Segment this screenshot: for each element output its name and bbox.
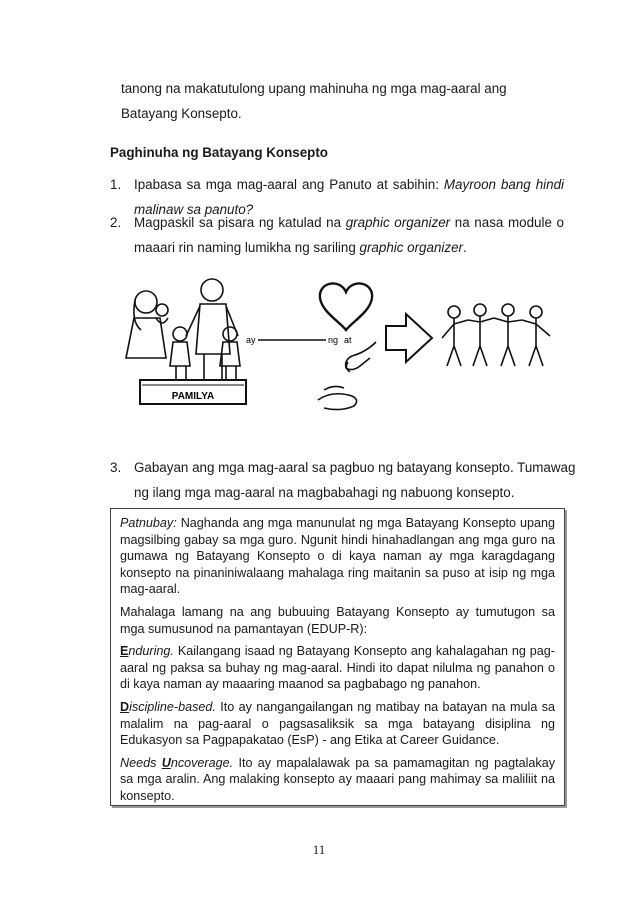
item-3-line-2: ng ilang mga mag-aaral na magbabahagi ng nabuong konsepto. [134, 485, 515, 500]
item-number-3: 3. [110, 460, 122, 475]
heart-icon [320, 283, 372, 330]
item-2-line-2: maaari rin naming lumikha ng sariling graphic organizer. [134, 240, 467, 255]
item-number-1: 1. [110, 177, 122, 192]
criterion-uncoverage: Needs Uncoverage. Ito ay mapalalawak pa sa pamamagitan ng pagtalakay sa mga aralin. Ang malaking konsepto ay maaari pang mahimay sa maliliit na konsepto. [120, 755, 555, 803]
section-heading: Paghinuha ng Batayang Konsepto [110, 145, 328, 160]
people-chain-icon [442, 304, 550, 366]
criterion-enduring: Enduring. Kailangang isaad ng Batayang Konsepto ang kahalagahan ng pag-aaral ng paksa sa buhay ng mag-aaral. Hindi ito dapat nilulma ng panahon o di kaya naman ay maaaring maanod sa pagbabago ng panahon. [120, 644, 555, 692]
pamilya-sign [140, 380, 246, 404]
patnubay-box [110, 508, 565, 806]
page-number: 11 [312, 842, 326, 857]
item-number-2: 2. [110, 215, 122, 230]
intro-line-1: tanong na makatutulong upang mahinuha ng mga mag-aaral ang [121, 81, 507, 96]
item-2-line-1: Magpaskil sa pisara ng katulad na graphic organizer na nasa module o [134, 215, 564, 230]
item-1-line-1: Ipabasa sa mga mag-aaral ang Panuto at sabihin: Mayroon bang hindi [134, 177, 565, 192]
intro-line-2: Batayang Konsepto. [121, 106, 242, 121]
word-ay: ay [246, 335, 256, 345]
word-ng: ng [328, 335, 339, 345]
pamilya-label: PAMILYA [171, 391, 215, 402]
graphic-organizer-illustration [118, 272, 566, 432]
word-at: at [344, 335, 352, 345]
criteria-intro: Mahalaga lamang na ang bubuuing Batayang Konsepto ay tumutugon sa mga sumusunod na pamantayan (EDUP-R): [120, 604, 555, 636]
arrow-icon [386, 314, 432, 362]
family-drawing [126, 279, 240, 380]
patnubay-paragraph: Patnubay: Naghanda ang mga manunulat ng mga Batayang Konsepto upang magsilbing gabay sa mga guro. Ngunit hindi hinahadlangan ang mga guro na gumawa ng Batayang Konsepto o di kaya naman ay mga karagdagang konsepto na pinaniniwalaang mahalaga ring maitanin sa puso at isip ng mga mag-aaral. [120, 516, 555, 597]
hands-icon [318, 342, 376, 410]
item-3-line-1: Gabayan ang mga mag-aaral sa pagbuo ng batayang konsepto. Tumawag [134, 460, 576, 475]
criterion-discipline-based: Discipline-based. Ito ay nangangailangan ng matibay na batayan na mula sa malalim na pag-aaral o pagsasaliksik sa mga batayang disiplina ng Edukasyon sa Pagpapakatao (EsP) - ang Etika at Career Guidance. [120, 699, 555, 748]
item-1-line-2: malinaw sa panuto? [134, 202, 254, 217]
